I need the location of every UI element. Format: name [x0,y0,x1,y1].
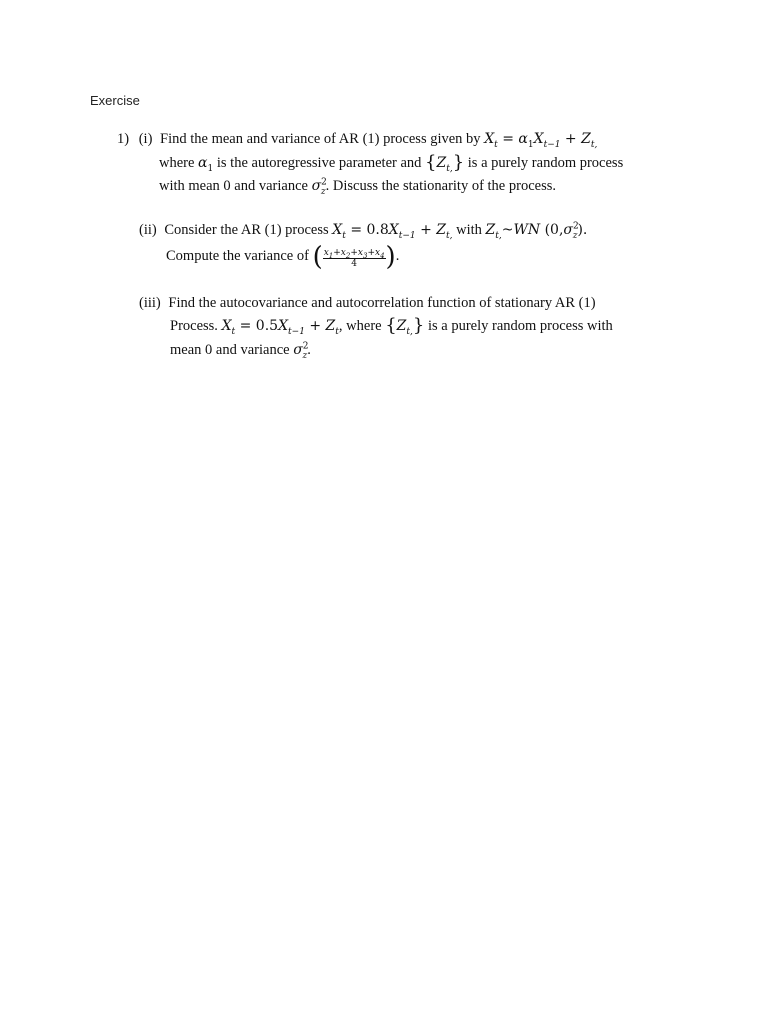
question-text: where [159,155,195,171]
question-1-part-iii-line-1 [139,294,596,312]
question-text: Process. [170,318,218,334]
alpha-symbol: $\alpha_1$ [198,155,214,174]
page-heading: Exercise [90,93,140,108]
question-text: is a purely random process with [427,318,613,334]
question-1-part-i-line-3 [159,177,556,195]
question-text: , where [338,318,382,334]
question-text: Find the mean and variance of AR (1) process given by [160,131,481,147]
part-label: (i) [138,131,153,147]
question-text: with mean 0 and variance [159,178,308,194]
part-label: (iii) [139,295,161,311]
question-text: Consider the AR (1) process [164,222,329,238]
sigma-squared: $\sigma^2_z$ [311,177,327,197]
question-1-part-iii-line-3 [170,341,311,359]
question-text: is a purely random process [467,155,624,171]
question-text: . [307,342,311,358]
question-text: Find the autocovariance and autocorrelation function of stationary AR (1) [168,295,596,311]
question-1-part-ii-line-1 [139,221,587,239]
question-text: mean 0 and variance [170,342,290,358]
white-noise-spec: $Z_{t,}\sim WN$ $(0,\sigma^2_z)$. [485,221,588,241]
ar1-equation: $X_t = 0.8X_{t-1} + Z_{t,}$ [332,222,453,241]
question-1-part-i-line-1 [117,130,597,148]
question-text: is the autoregressive parameter and [216,155,422,171]
process-set: $\{Z_{t,}\}$ [385,315,425,337]
ar1-equation: $X_t = 0.5X_{t-1} + Z_t$ [221,318,339,337]
close-paren: ) [385,242,396,272]
mean-fraction: $\frac{x_1+x_2+x_3+x_4}{4}$ [323,248,385,269]
question-text: Compute the variance of [166,248,309,264]
question-number: 1) [117,131,130,147]
question-1-part-iii-line-2 [170,317,613,335]
question-text: . [395,248,400,264]
open-paren: ( [312,242,323,272]
question-text: with [456,222,482,238]
process-set: $\{Z_{t,}\}$ [425,152,465,174]
part-label: (ii) [139,222,157,238]
question-text: . Discuss the stationarity of the process. [325,178,556,194]
ar1-equation: $X_t = \alpha_1X_{t-1} + Z_{t,}$ [484,131,598,150]
sigma-squared: $\sigma^2_z$ [293,341,309,361]
question-1-part-ii-line-2 [166,242,400,272]
question-1-part-i-line-2 [159,154,623,172]
